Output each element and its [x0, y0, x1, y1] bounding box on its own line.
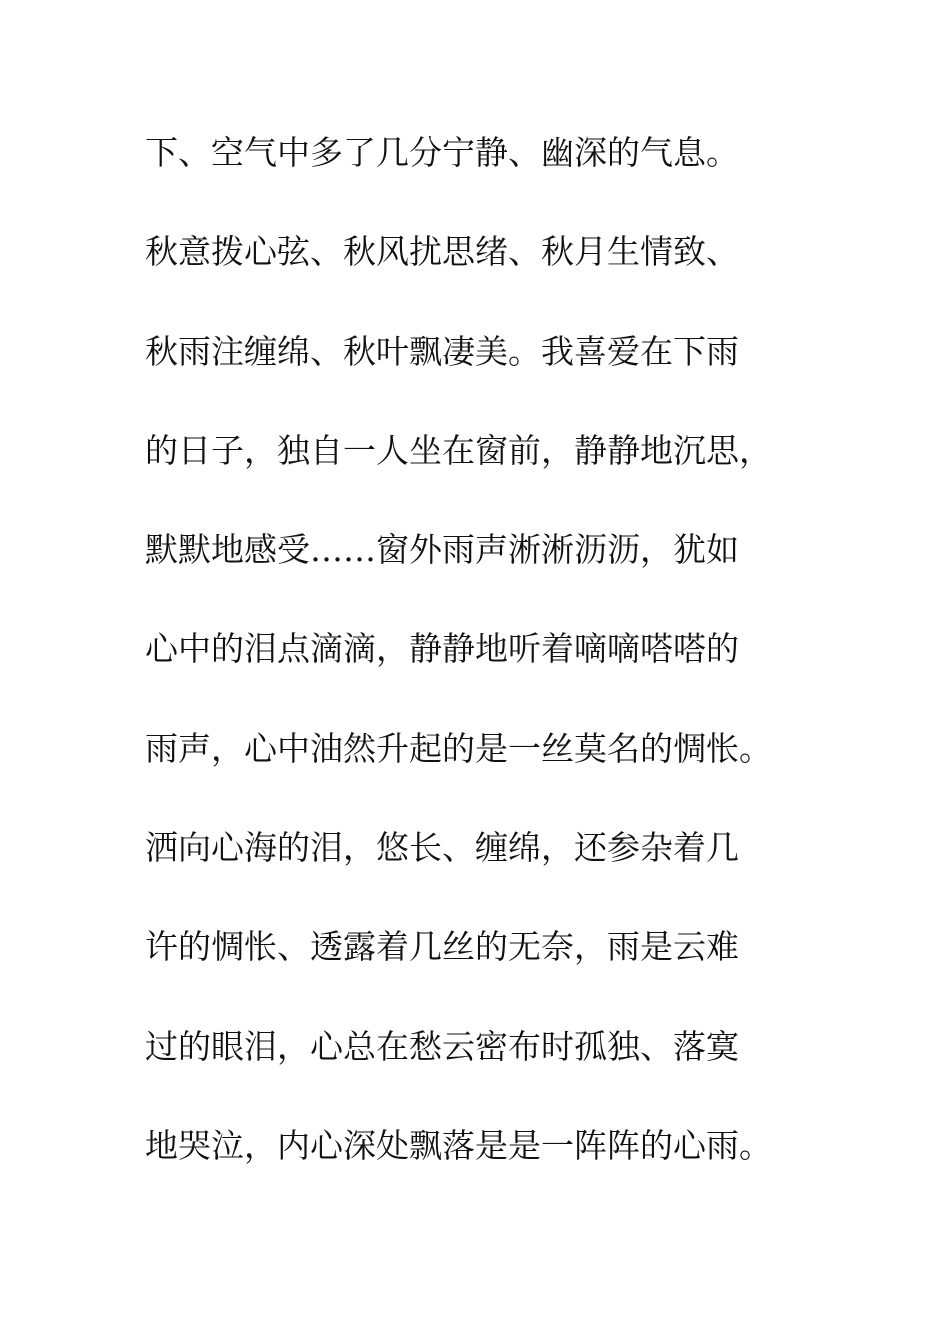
text-line: 许的惆怅、透露着几丝的无奈，雨是云难	[145, 927, 739, 967]
text-line: 下、空气中多了几分宁静、幽深的气息。	[145, 133, 739, 172]
text-line: 过的眼泪，心总在愁云密布时孤独、落寞	[145, 1026, 739, 1066]
text-line: 雨声，心中油然升起的是一丝莫名的惆怅。	[145, 728, 772, 768]
text-line: 地哭泣，内心深处飘落是是一阵阵的心雨。	[145, 1125, 772, 1165]
text-line: 心中的泪点滴滴，静静地听着嘀嘀嗒嗒的	[145, 629, 739, 669]
text-line: 秋雨注缠绵、秋叶飘凄美。我喜爱在下雨	[145, 331, 739, 371]
text-line: 洒向心海的泪，悠长、缠绵，还参杂着几	[145, 828, 739, 868]
text-line: 秋意拨心弦、秋风扰思绪、秋月生情致、	[145, 232, 739, 272]
text-line: 的日子，独自一人坐在窗前，静静地沉思，	[145, 430, 772, 470]
body-text	[145, 128, 845, 1220]
text-line: 默默地感受……窗外雨声淅淅沥沥，犹如	[145, 530, 739, 570]
